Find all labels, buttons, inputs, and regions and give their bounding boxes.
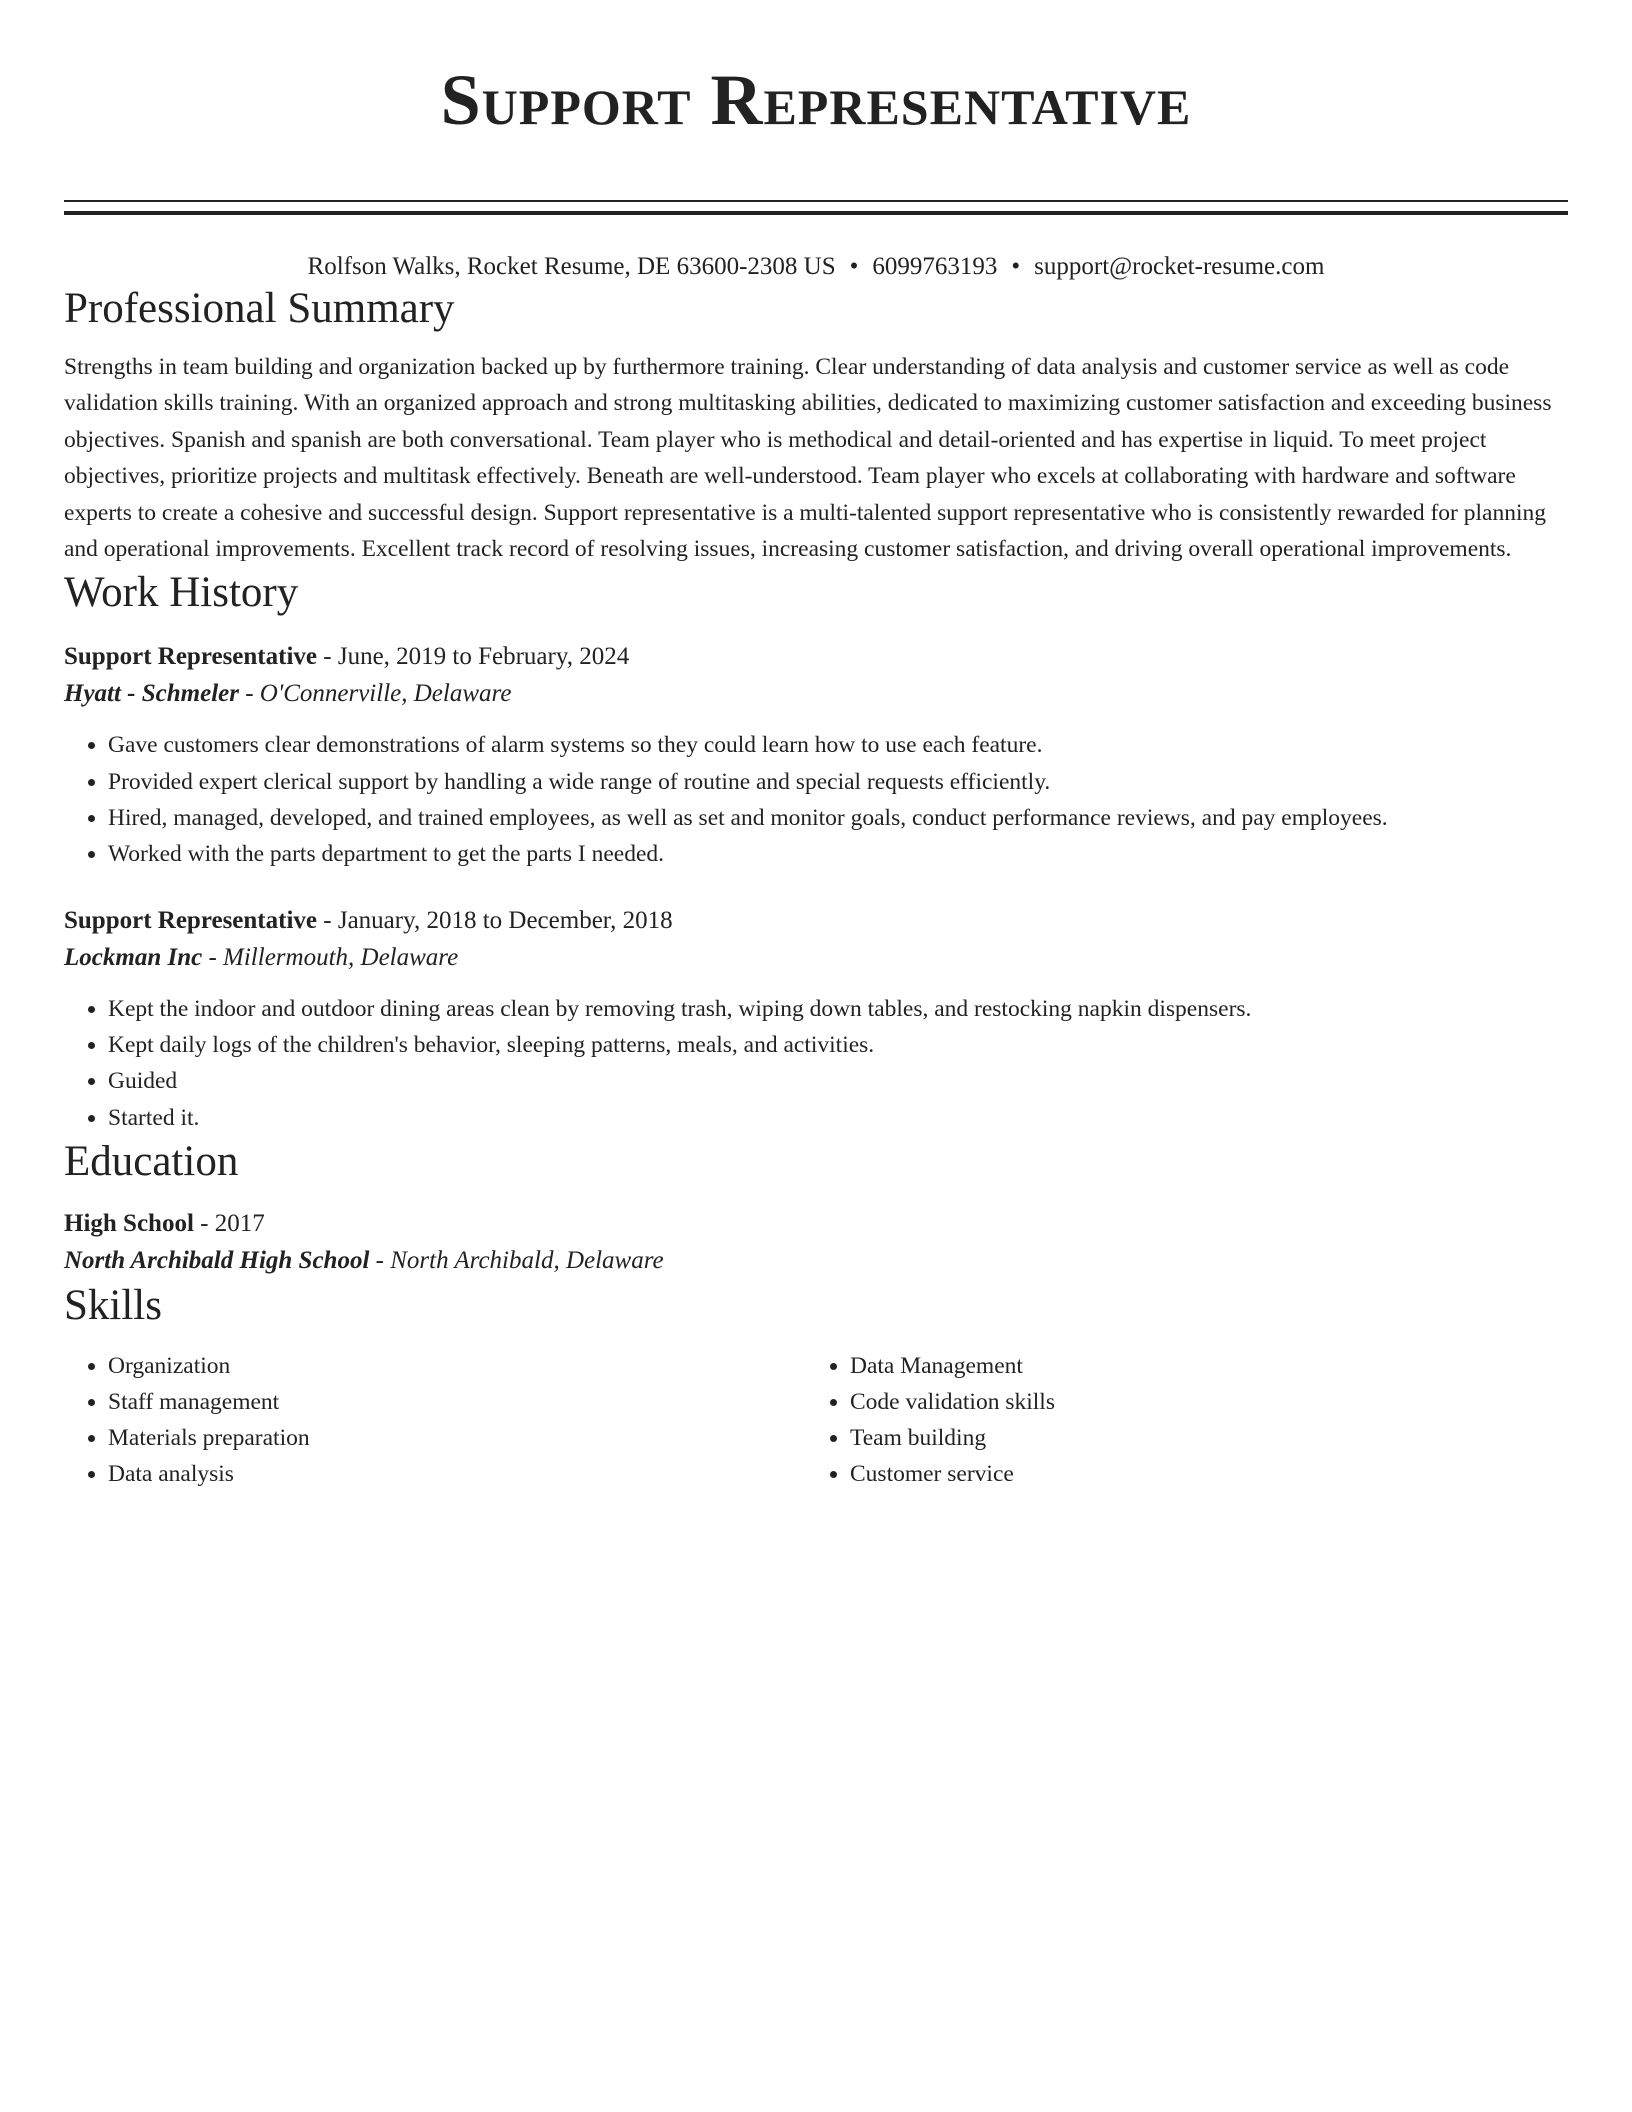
education-school: North Archibald High School xyxy=(64,1246,370,1274)
summary-heading: Professional Summary xyxy=(64,285,455,332)
job-company-line xyxy=(64,675,1568,713)
contact-email: support@rocket-resume.com xyxy=(1034,253,1325,280)
skill-item: • Data analysis xyxy=(108,1456,806,1492)
list-item: • Kept the indoor and outdoor dining areas clean by removing trash, wiping down tables, and restocking napkin dispensers. xyxy=(108,991,1568,1027)
job-bullets xyxy=(64,727,1568,872)
list-item: • Gave customers clear demonstrations of alarm systems so they could learn how to use each feature. xyxy=(108,727,1568,763)
skill-item: • Team building xyxy=(850,1420,1548,1456)
job-title: Support Representative xyxy=(64,643,318,671)
list-item: • Provided expert clerical support by handling a wide range of routine and special requests efficiently. xyxy=(108,764,1568,800)
job-company: Lockman Inc xyxy=(64,943,203,971)
job-company: Hyatt - Schmeler xyxy=(64,680,239,708)
header-divider xyxy=(64,200,1568,215)
skill-item: • Materials preparation xyxy=(108,1420,806,1456)
skills-grid xyxy=(64,1348,1568,1492)
work-history-heading: Work History xyxy=(64,569,299,617)
summary-text: Strengths in team building and organization backed up by furthermore training. Clear understanding of data analysis and customer service as well as code validation skills training. With an organized approach and strong multitasking abilities, dedicated to maximizing customer satisfaction and exceeding business objectives. Spanish and spanish are both conversational. Team player who is methodical and detail-oriented and has expertise in liquid. To meet project objectives, prioritize projects and multitask effectively. Beneath are well-understood. Team player who excels at collaborating with hardware and software experts to create a cohesive and successful design. Support representative is a multi-talented support representative who is consistently rewarded for planning and operational improvements. Excellent track record of resolving issues, increasing customer satisfaction, and driving overall operational improvements. xyxy=(64,354,1552,563)
contact-address: Rolfson Walks, Rocket Resume, DE 63600-2308 US xyxy=(307,253,836,280)
skills-heading: Skills xyxy=(64,1281,162,1329)
skills-column-right xyxy=(806,1348,1548,1492)
job-dates: - June, 2019 to February, 2024 xyxy=(317,643,630,671)
skill-item: • Code validation skills xyxy=(850,1384,1548,1420)
list-item: • Kept daily logs of the children's behavior, sleeping patterns, meals, and activities. xyxy=(108,1027,1568,1063)
job-title-line xyxy=(64,639,1568,675)
education-degree-line xyxy=(64,1206,1568,1242)
job-title: Support Representative xyxy=(64,906,318,934)
job-entry xyxy=(64,639,1568,872)
job-entry xyxy=(64,903,1568,1136)
education-degree: High School xyxy=(64,1209,194,1237)
contact-separator: • xyxy=(1011,253,1021,280)
job-bullets xyxy=(64,991,1568,1136)
education-entry xyxy=(64,1206,1568,1280)
job-dates: - January, 2018 to December, 2018 xyxy=(317,906,673,934)
contact-line xyxy=(64,251,1568,283)
skill-item: • Staff management xyxy=(108,1384,806,1420)
skill-item: • Organization xyxy=(108,1348,806,1384)
job-location: - Millermouth, Delaware xyxy=(202,943,459,971)
job-company-line xyxy=(64,939,1568,977)
skill-item: • Data Management xyxy=(850,1348,1548,1384)
skill-item: • Customer service xyxy=(850,1456,1548,1492)
contact-phone: 6099763193 xyxy=(872,253,998,280)
education-location: - North Archibald, Delaware xyxy=(369,1246,664,1274)
list-item: • Started it. xyxy=(108,1100,1568,1136)
education-heading: Education xyxy=(64,1137,239,1185)
resume-name: Support Representative xyxy=(440,60,1192,140)
skills-column-left xyxy=(64,1348,806,1492)
education-school-line xyxy=(64,1242,1568,1280)
contact-separator: • xyxy=(849,253,859,280)
list-item: • Worked with the parts department to get the parts I needed. xyxy=(108,836,1568,872)
job-title-line xyxy=(64,903,1568,939)
list-item: • Guided xyxy=(108,1063,1568,1099)
list-item: • Hired, managed, developed, and trained employees, as well as set and monitor goals, conduct performance reviews, and pay employees. xyxy=(108,800,1568,836)
education-year: - 2017 xyxy=(193,1209,265,1237)
job-location: - O'Connerville, Delaware xyxy=(238,680,512,708)
